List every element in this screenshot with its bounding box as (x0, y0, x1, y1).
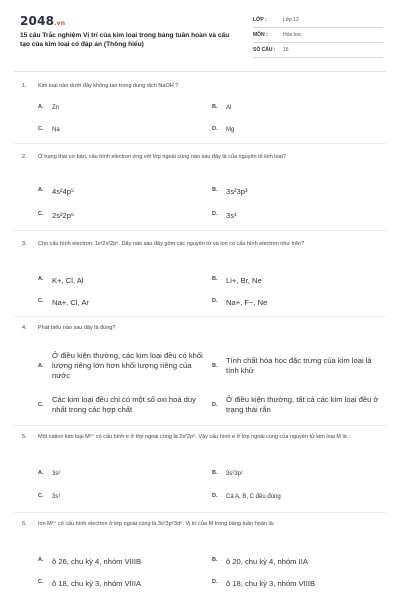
answer-option[interactable]: D. 3s¹ (212, 211, 237, 220)
question-number: 1. (22, 83, 27, 89)
question-divider (14, 316, 386, 317)
answer-option[interactable]: A. Zn (38, 104, 60, 111)
meta-key: SỐ CÂU : (253, 47, 276, 53)
answer-option[interactable]: B. Tính chất hóa học đặc trưng của kim loại là tính khử (212, 356, 372, 375)
answer-option[interactable]: C. Các kim loại đều chỉ có một số oxi hoá duy nhất trong các hợp chất (38, 395, 196, 414)
answer-option[interactable]: B. 3s²3p³ (212, 187, 248, 196)
question-divider (14, 230, 386, 231)
answer-option[interactable]: C. Na (38, 126, 60, 133)
answer-option[interactable]: D. Na+, F−, Ne (212, 298, 268, 307)
question-stem (22, 82, 382, 91)
answer-option[interactable]: C. 2s²2p⁶ (38, 211, 75, 220)
question-stem (22, 520, 382, 529)
answer-option[interactable]: A. Ở điều kiện thường, các kim loại đều có khối lượng riêng lớn hơn khối lượng riêng của nước (38, 351, 203, 380)
meta-key: LỚP : (253, 17, 267, 23)
answer-option[interactable]: A. 3s² (38, 470, 61, 477)
answer-option[interactable]: D. Cả A, B, C đều đúng (212, 493, 281, 500)
question-number: 3. (22, 241, 27, 247)
answer-option[interactable]: A. 4s²4p⁵ (38, 187, 75, 196)
question-divider (14, 425, 386, 426)
question-text: Kim loại nào dưới đây không tan trong dung dịch NaOH ? (38, 83, 179, 89)
document-title: 15 câu Trắc nghiệm Vị trí của kim loại trong bảng tuần hoàn và cấu tạo của kim loại có đáp án (Thông hiểu) (20, 32, 230, 48)
question-stem (22, 240, 382, 249)
meta-value: 15 (283, 47, 289, 53)
question-divider (14, 143, 386, 144)
question-number: 5. (22, 434, 27, 440)
answer-option[interactable]: B. 3s²3p¹ (212, 470, 244, 477)
answer-option[interactable]: A. ô 26, chu kỳ 4, nhóm VIIIB (38, 557, 142, 566)
question-text: Ở trạng thái cơ bản, cấu hình electron ứng với lớp ngoài cùng nào sau đây là của nguyên tố kim loại? (38, 154, 286, 160)
question-divider (14, 512, 386, 513)
meta-value: Hóa học (283, 32, 302, 38)
answer-option[interactable]: C. 3s¹ (38, 493, 61, 500)
answer-option[interactable]: D. Ở điều kiện thường, tất cả các kim loại đều ở trạng thái rắn (212, 395, 379, 414)
answer-option[interactable]: B. Al (212, 104, 232, 111)
question-number: 2. (22, 154, 27, 160)
question-number: 4. (22, 325, 27, 331)
question-number: 6. (22, 521, 27, 527)
site-logo[interactable]: 2048.vn (20, 14, 66, 28)
meta-key: MÔN : (253, 32, 268, 38)
question-stem (22, 433, 382, 442)
question-text: Phát biểu nào sau đây là đúng? (38, 325, 116, 331)
answer-option[interactable]: C. ô 18, chu kỳ 3, nhóm VIIIA (38, 579, 142, 588)
answer-option[interactable]: D. ô 18, chu kỳ 3, nhóm VIIIB (212, 579, 316, 588)
meta-value: Lớp 12 (283, 17, 299, 23)
question-stem (22, 324, 382, 333)
answer-option[interactable]: B. ô 20, chu kỳ 4, nhóm IIA (212, 557, 308, 566)
question-stem (22, 153, 382, 162)
question-text: Một cation kim loại M²⁺ có cấu hình e ở lớp ngoài cùng là 2s²2p⁶. Vậy cấu hình e ở lớp ngoài cùng của nguyên tử kim loại M là : (38, 434, 350, 440)
answer-option[interactable]: A. K+, Cl, Al (38, 276, 84, 285)
answer-option[interactable]: B. Li+, Br, Ne (212, 276, 262, 285)
answer-option[interactable]: C. Na+, Cl, Ar (38, 298, 89, 307)
answer-option[interactable]: D. Mg (212, 126, 235, 133)
question-text: Cho cấu hình electron: 1s²2s²2p⁶. Dãy nào sau đây gồm các nguyên tử và ion có cấu hình electron như trên? (38, 241, 305, 247)
question-text: Ion M²⁺ có cấu hình electron ở lớp ngoài cùng là 3s²3p⁶3d⁶. Vị trí của M trong bảng tuần hoàn là: (38, 521, 275, 527)
